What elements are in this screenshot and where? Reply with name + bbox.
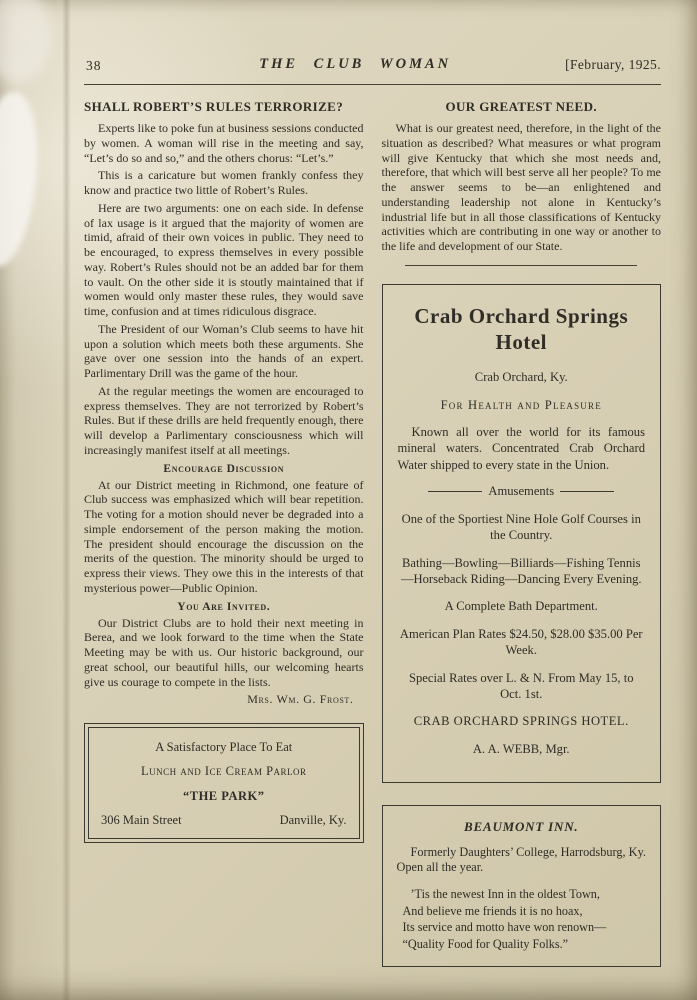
crab-orchard-ad-title-line2: Hotel bbox=[495, 330, 547, 354]
amusements-divider bbox=[398, 484, 646, 499]
header-rule bbox=[84, 84, 661, 85]
amusements-label: Amusements bbox=[488, 484, 555, 499]
paper-torn-patch bbox=[0, 89, 46, 270]
page-number: 38 bbox=[86, 58, 102, 73]
page-header bbox=[84, 56, 661, 78]
beaumont-ad-title: BEAUMONT INN. bbox=[464, 819, 579, 834]
crab-orchard-ad-activities: Bathing—Bowling—Billiards—Fishing Tennis—Horseback Riding—Dancing Every Evening. bbox=[400, 555, 642, 587]
poem-line: “Quality Food for Quality Folks.” bbox=[402, 937, 569, 952]
article-heading-greatest-need: OUR GREATEST NEED. bbox=[445, 99, 598, 114]
crab-orchard-ad-rates: American Plan Rates $24.50, $28.00 $35.00 Per Week. bbox=[399, 626, 643, 658]
crab-orchard-ad-manager: A. A. WEBB, Mgr. bbox=[472, 741, 570, 756]
crab-orchard-ad-title-line1: Crab Orchard Springs bbox=[414, 303, 629, 328]
paragraph: Experts like to poke fun at business sessions conducted by women. A woman will rise in the meeting and say, “Let’s do so and so,” and the others chorus: “Let’s.” bbox=[84, 121, 364, 165]
paragraph: Our District Clubs are to hold their next meeting in Berea, and we look forward to the time when the State Meeting may be with us. Our historic background, our great school, our beautiful hills, our welcoming hearts give us courage to compete in the lists. bbox=[84, 615, 364, 689]
paragraph: What is our greatest need, therefore, in the light of the situation as described? What measures or what program will give Kentucky that which she most needs and, therefore, that which will best serve all her people? To me the answer seems to be—an enlightened and understanding leadership not alone in Kentucky’s industrial life but in all those classifications of Kentucky activities which are contributing in one way or another to the life and development of our State. bbox=[381, 121, 661, 253]
crab-orchard-ad bbox=[382, 284, 662, 783]
park-ad-tagline: A Satisfactory Place To Eat bbox=[155, 740, 293, 754]
poem-line: And believe me friends it is no hoax, bbox=[402, 903, 583, 918]
crab-orchard-ad-title bbox=[398, 303, 646, 356]
crab-orchard-ad-tagline: For Health and Pleasure bbox=[440, 397, 602, 412]
crab-orchard-ad-special-rates: Special Rates over L. & N. From May 15, to Oct. 1st. bbox=[408, 670, 634, 701]
beaumont-ad bbox=[382, 805, 662, 967]
park-ad bbox=[84, 723, 364, 843]
subhead-you-are-invited: You Are Invited. bbox=[177, 600, 271, 613]
right-column bbox=[382, 99, 662, 967]
park-ad-subtitle: Lunch and Ice Cream Parlor bbox=[140, 764, 307, 779]
article-heading-roberts-rules: SHALL ROBERT’S RULES TERRORIZE? bbox=[84, 99, 344, 114]
beaumont-ad-poem bbox=[397, 887, 647, 952]
park-ad-city: Danville, Ky. bbox=[279, 813, 347, 828]
divider-line-right bbox=[560, 491, 614, 492]
paragraph: Here are two arguments: one on each side. In defense of lax usage is it argued that the majority of women are timid, afraid of their own voices in public. They need to be encouraged, to express themselves in every possible way. Robert’s Rules should not be an added bar for them to vault. On the other side it is stoutly maintained that if women would only master these rules, they would save time, confusion and at times ridiculous disgrace. bbox=[84, 200, 364, 318]
page-columns bbox=[84, 99, 661, 967]
paragraph: At the regular meetings the women are encouraged to express themselves. They are not terrorized by Robert’s Rules. But if these drills are held frequently enough, there will develop a Parlimentary consciousness which will increasingly manifest itself at all meetings. bbox=[84, 383, 364, 457]
park-ad-inner bbox=[88, 727, 360, 839]
page-crease bbox=[62, 0, 71, 1000]
park-ad-street: 306 Main Street bbox=[101, 813, 182, 828]
subhead-encourage-discussion: Encourage Discussion bbox=[163, 462, 285, 475]
park-ad-name: “THE PARK” bbox=[182, 788, 265, 803]
paragraph: The President of our Woman’s Club seems to have hit upon a solution which meets both these arguments. She gave over one session into the hands of an expert. Parlimentary Drill was the game of the hour. bbox=[84, 321, 364, 380]
crab-orchard-ad-bath: A Complete Bath Department. bbox=[444, 599, 598, 614]
poem-line: Its service and motto have won renown— bbox=[402, 920, 607, 935]
paper-stain bbox=[0, 0, 52, 83]
crab-orchard-ad-waters: Known all over the world for its famous mineral waters. Concentrated Crab Orchard Water shipped to every state in the Union. bbox=[397, 424, 645, 472]
crab-orchard-ad-hotel-name: CRAB ORCHARD SPRINGS HOTEL. bbox=[413, 714, 629, 729]
crab-orchard-ad-golf: One of the Sportiest Nine Hole Golf Courses in the Country. bbox=[401, 512, 641, 543]
issue-date: [February, 1925. bbox=[565, 57, 661, 72]
paragraph: This is a caricature but women frankly confess they know and practice two little of Robert’s Rules. bbox=[84, 168, 364, 197]
left-column bbox=[84, 99, 364, 967]
paragraph: At our District meeting in Richmond, one feature of Club success was emphasized which will bear repetition. The voting for a motion should never be degraded into a simple endorsement of the person making the motion. The president should encourage the discussion on the merits of the question. The minority should be urged to express their views. They owe this in the interests of that mysterious power—Public Opinion. bbox=[84, 477, 364, 595]
crab-orchard-ad-location: Crab Orchard, Ky. bbox=[474, 370, 568, 385]
park-ad-address-row bbox=[101, 813, 347, 828]
divider-line-left bbox=[428, 491, 482, 492]
poem-line: ’Tis the newest Inn in the oldest Town, bbox=[410, 887, 600, 902]
signature: Mrs. Wm. G. Frost. bbox=[247, 692, 354, 707]
magazine-title: THE CLUB WOMAN bbox=[259, 56, 452, 72]
beaumont-ad-description: Formerly Daughters’ College, Harrodsburg, Ky. Open all the year. bbox=[396, 845, 646, 875]
article-end-rule bbox=[405, 265, 637, 266]
